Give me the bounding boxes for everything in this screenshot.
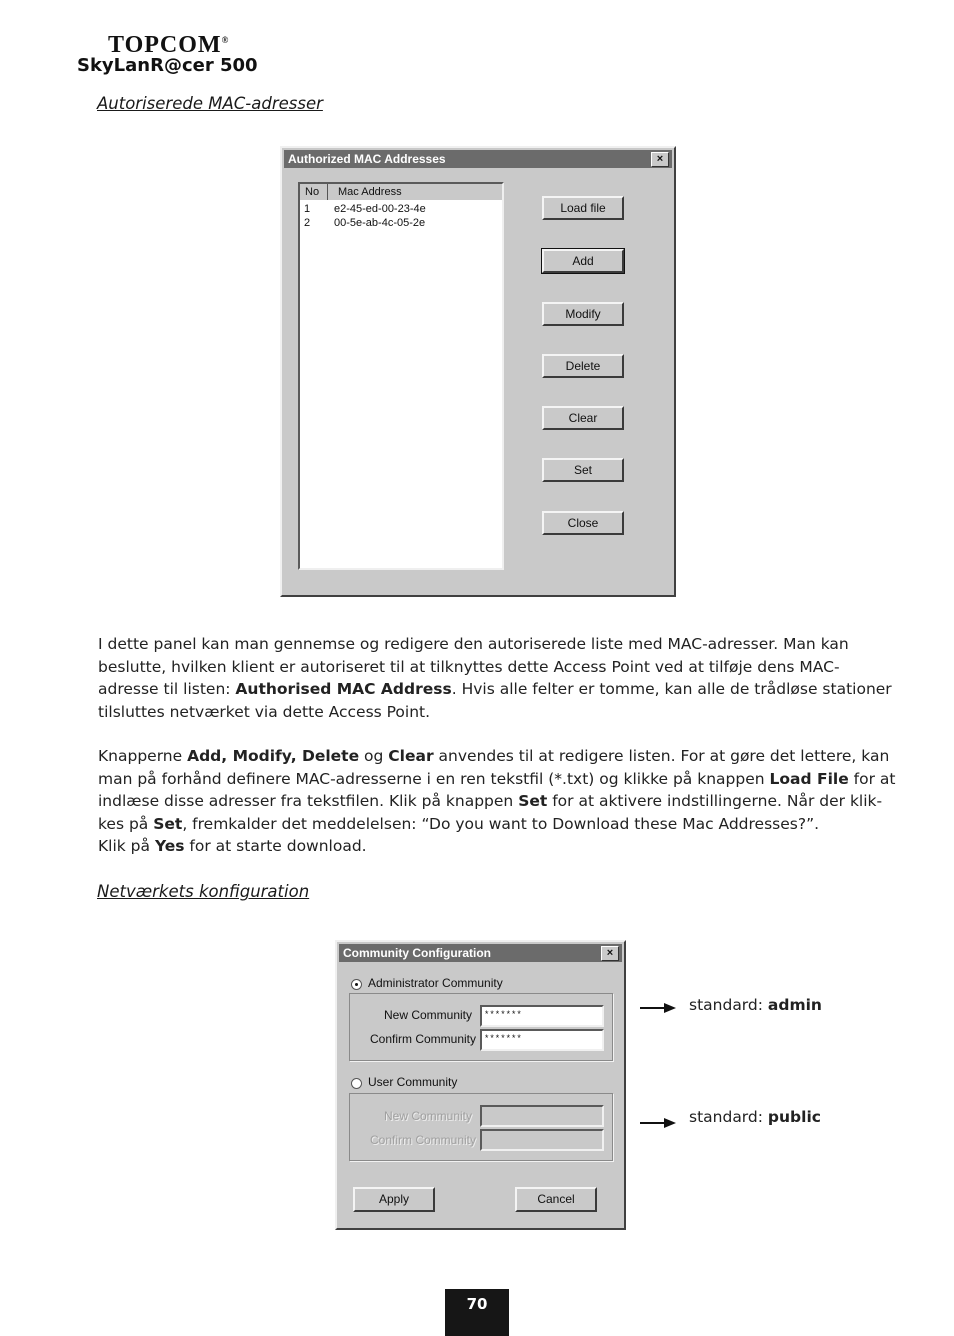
annotation-value: public [767, 1108, 821, 1126]
text: for at aktivere indstillingerne. Når der klik-kes på [98, 792, 883, 833]
text: for at starte download. [184, 837, 367, 855]
list-item[interactable] [304, 216, 425, 230]
annotation-admin-default [689, 996, 822, 1014]
community-dialog-title: Community Configuration [343, 946, 491, 960]
arrow-right-icon [640, 1117, 676, 1129]
arrow-right-icon [640, 1002, 676, 1014]
text: I dette panel kan man gennemse og redigere den autoriserede liste med MAC-adresser. Man kan beslutte, hvilken klient er autoriseret til at tilknyttes dette Access Point ved at tilføje dens MAC-adresse til listen: [98, 635, 849, 698]
text: . Hvis alle felter er tomme, kan alle de trådløse stationer tilsluttes netværket via dette Access Point. [98, 680, 892, 721]
modify-button[interactable]: Modify [542, 302, 624, 326]
mac-dialog-titlebar [284, 150, 672, 168]
mac-address-list[interactable] [298, 182, 504, 570]
close-button[interactable]: Close [542, 511, 624, 535]
text: for at indlæse disse adresser fra tekstfilen. Klik på knappen [98, 769, 896, 810]
paragraph-mac-description [98, 633, 898, 723]
bold-text: Set [153, 814, 183, 833]
mac-dialog-title: Authorized MAC Addresses [288, 152, 446, 166]
annotation-prefix: standard: [689, 1108, 768, 1126]
community-dialog-close-icon[interactable]: × [601, 946, 619, 961]
delete-button[interactable]: Delete [542, 354, 624, 378]
list-item-no: 2 [304, 217, 311, 229]
section-title-network: Netværkets konfiguration [97, 882, 310, 901]
admin-community-group [349, 993, 613, 1061]
community-dialog-titlebar [339, 944, 622, 962]
list-item-no: 1 [304, 203, 311, 215]
text: anvendes til at redigere listen. For at gøre det lettere, kan man på forhånd definere MAC-adresserne i en ren tekstfil (*.txt) og klikke på knappen [98, 747, 890, 788]
apply-button[interactable]: Apply [353, 1187, 435, 1212]
annotation-prefix: standard: [689, 996, 768, 1014]
admin-community-label[interactable]: Administrator Community [368, 976, 503, 990]
user-community-group [349, 1093, 613, 1161]
admin-new-community-label: New Community [384, 1008, 473, 1022]
text: og [359, 747, 389, 765]
bold-text: Yes [154, 837, 185, 855]
user-confirm-community-label: Confirm Community [370, 1133, 477, 1147]
column-header-no[interactable]: No [300, 184, 328, 200]
admin-new-community-input[interactable]: ******* [480, 1005, 604, 1027]
admin-community-radio[interactable] [351, 979, 362, 990]
load-file-button[interactable]: Load file [542, 196, 624, 220]
add-button[interactable]: Add [542, 249, 624, 273]
clear-button[interactable]: Clear [542, 406, 624, 430]
user-community-radio[interactable] [351, 1078, 362, 1089]
text: Knapperne [98, 747, 188, 765]
mac-dialog-close-icon[interactable]: × [651, 152, 669, 167]
list-item-mac: 00-5e-ab-4c-05-2e [334, 217, 426, 229]
bold-text: Add, Modify, Delete [187, 747, 360, 765]
page-number: 70 [445, 1289, 509, 1336]
text: Klik på [98, 837, 155, 855]
bold-text: Authorised MAC Address [235, 680, 452, 698]
bold-text: Set [518, 792, 548, 810]
mac-dialog [280, 146, 676, 597]
registered-mark: ® [221, 35, 230, 45]
paragraph-buttons-description [98, 745, 898, 858]
bold-text: Load File [769, 769, 849, 788]
cancel-button[interactable]: Cancel [515, 1187, 597, 1212]
section-title-mac: Autoriserede MAC-adresser [97, 94, 323, 113]
user-community-label[interactable]: User Community [368, 1075, 458, 1089]
user-confirm-community-input[interactable] [480, 1129, 604, 1151]
annotation-user-default [689, 1108, 821, 1126]
user-new-community-label: New Community [384, 1109, 473, 1123]
set-button[interactable]: Set [542, 458, 624, 482]
mac-list-header [300, 184, 502, 200]
list-item[interactable] [304, 202, 426, 216]
user-new-community-input[interactable] [480, 1105, 604, 1127]
bold-text: Clear [388, 747, 434, 765]
admin-confirm-community-label: Confirm Community [370, 1032, 477, 1046]
annotation-value: admin [767, 996, 822, 1014]
brand-name: TOPCOM [108, 32, 222, 58]
community-dialog [335, 940, 626, 1230]
column-header-mac[interactable]: Mac Address [338, 186, 402, 198]
text: , fremkalder det meddelelsen: “Do you want to Download these Mac Addresses?”. [182, 814, 820, 833]
admin-confirm-community-input[interactable]: ******* [480, 1029, 604, 1051]
product-name: SkyLanR@cer 500 [77, 55, 258, 76]
list-item-mac: e2-45-ed-00-23-4e [334, 203, 426, 215]
